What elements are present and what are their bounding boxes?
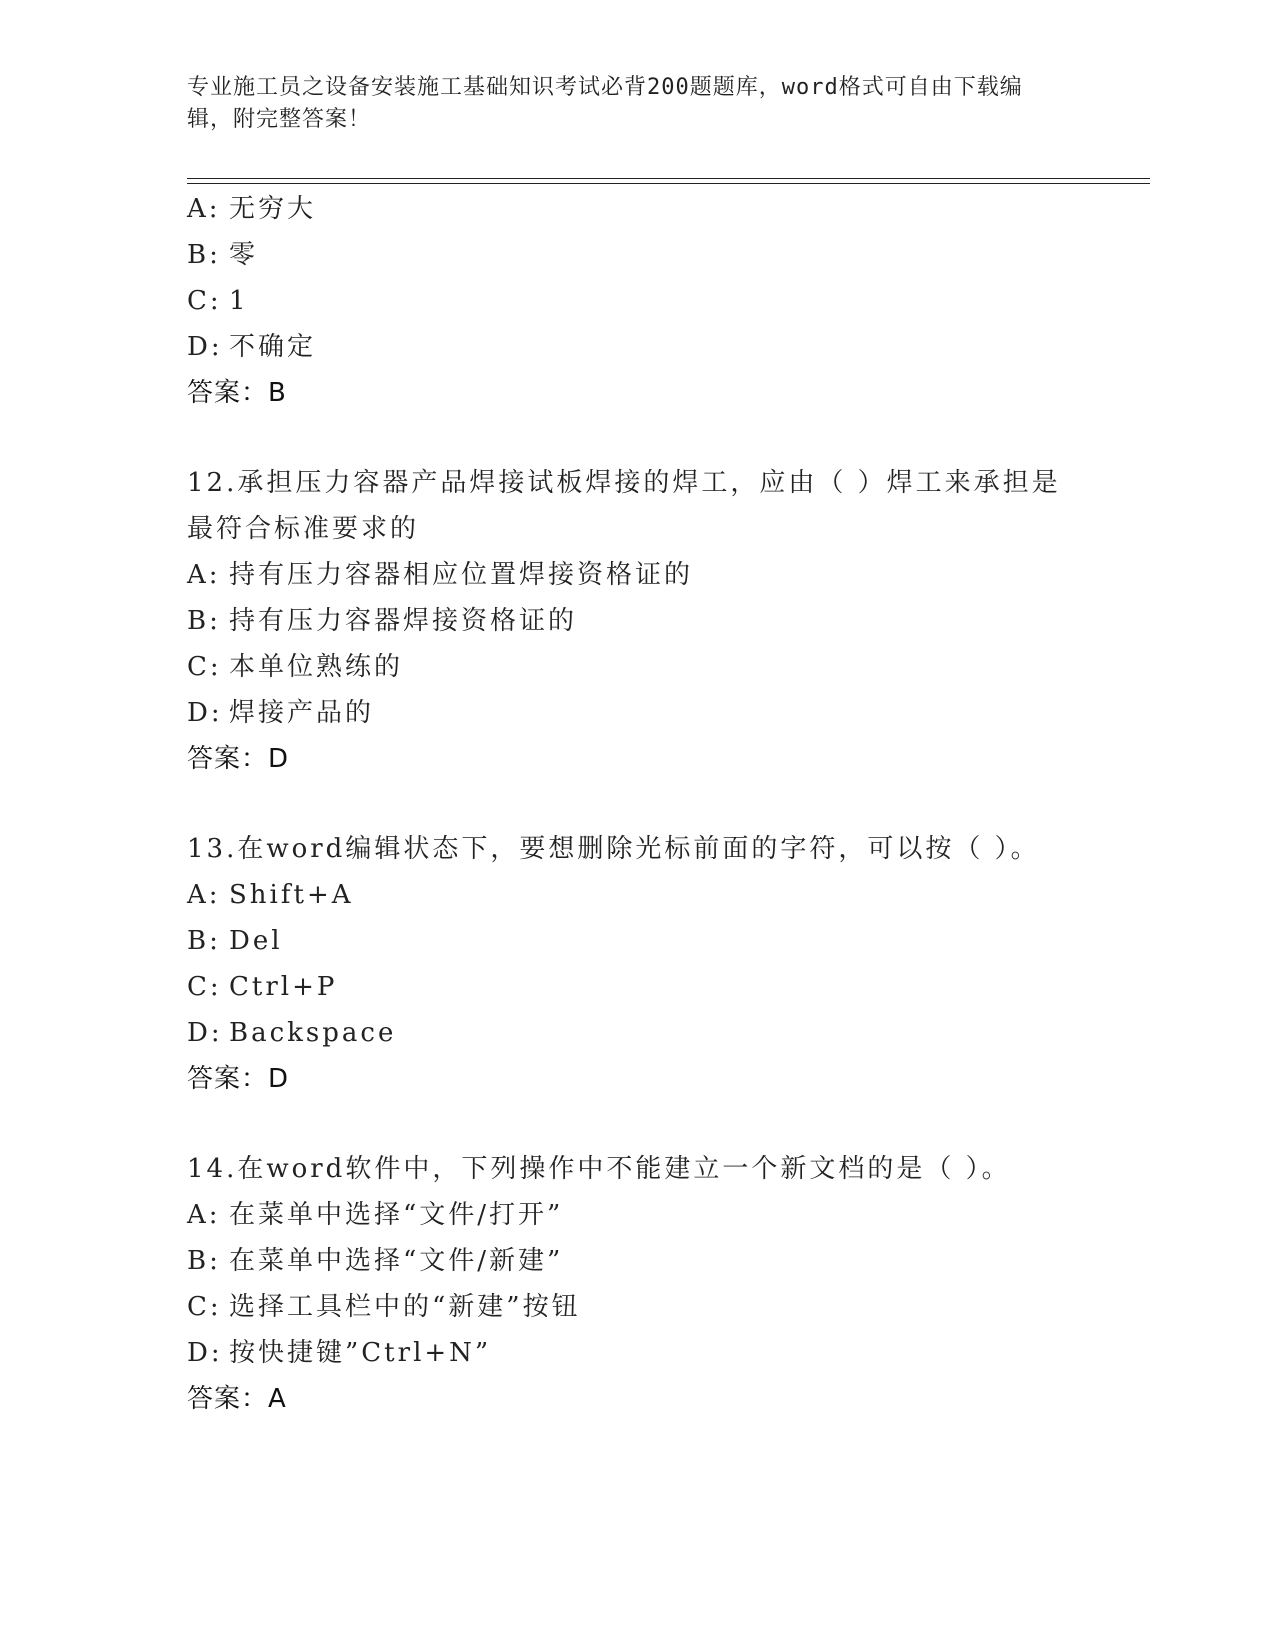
option-key: C: [187,1292,222,1322]
option-d [187,1010,1147,1056]
option-text: 在菜单中选择“文件/打开” [229,1200,564,1230]
option-text: Ctrl+P [229,972,338,1002]
option-b [187,232,1147,278]
option-text: 按快捷键”Ctrl+N” [229,1338,492,1368]
option-text: 零 [229,240,259,270]
option-key: C: [187,972,222,1002]
option-c [187,644,1147,690]
option-key: A: [187,1200,221,1230]
option-text: 在菜单中选择“文件/新建” [229,1246,564,1276]
option-key: B: [187,926,221,956]
answer-label: 答案： [187,378,269,408]
option-text: Del [229,926,283,956]
option-key: C: [187,652,222,682]
option-key: A: [187,880,221,910]
option-text: 选择工具栏中的“新建”按钮 [229,1292,581,1322]
question-block-13 [187,826,1147,1102]
option-text: 无穷大 [229,194,317,224]
option-key: D: [187,698,223,728]
question-text: 14.在word软件中，下列操作中不能建立一个新文档的是（ ）。 [187,1154,1011,1184]
question-block-14 [187,1146,1147,1422]
question-block-11 [187,186,1147,416]
answer-value: B [268,378,287,408]
option-text: Backspace [229,1018,397,1048]
option-key: B: [187,240,221,270]
question-text: 12.承担压力容器产品焊接试板焊接的焊工，应由（ ）焊工来承担是最符合标准要求的 [187,468,1061,544]
answer-label: 答案： [187,744,269,774]
document-header: 专业施工员之设备安装施工基础知识考试必背200题题库，word格式可自由下载编辑，附完整答案！ [187,75,1023,132]
option-b [187,598,1147,644]
option-a [187,186,1147,232]
header-rule-top [187,178,1150,179]
option-key: B: [187,1246,221,1276]
option-text: 焊接产品的 [229,698,375,728]
option-a [187,1192,1147,1238]
option-text: 不确定 [229,332,317,362]
option-b [187,918,1147,964]
option-key: D: [187,1018,223,1048]
option-c [187,1284,1147,1330]
answer-line [187,1056,1147,1102]
option-c [187,964,1147,1010]
question-text: 13.在word编辑状态下，要想删除光标前面的字符，可以按（ ）。 [187,834,1040,864]
answer-label: 答案： [187,1384,269,1414]
option-text: 本单位熟练的 [229,652,404,682]
answer-line [187,370,1147,416]
option-d [187,1330,1147,1376]
option-key: B: [187,606,221,636]
answer-line [187,736,1147,782]
answer-value: D [268,1064,290,1094]
option-key: A: [187,194,221,224]
option-d [187,690,1147,736]
option-c [187,278,1147,324]
option-text: 持有压力容器焊接资格证的 [229,606,578,636]
option-key: C: [187,286,222,316]
option-key: A: [187,560,221,590]
option-text: Shift+A [229,880,354,910]
option-d [187,324,1147,370]
option-key: D: [187,332,223,362]
option-a [187,552,1147,598]
question-block-12 [187,460,1147,782]
option-key: D: [187,1338,223,1368]
header-rule-bottom [187,183,1150,184]
question-list [187,186,1147,1422]
option-a [187,872,1147,918]
answer-value: A [268,1384,287,1414]
option-text: 1 [229,286,249,316]
option-text: 持有压力容器相应位置焊接资格证的 [229,560,694,590]
option-b [187,1238,1147,1284]
answer-line [187,1376,1147,1422]
answer-label: 答案： [187,1064,269,1094]
answer-value: D [268,744,290,774]
